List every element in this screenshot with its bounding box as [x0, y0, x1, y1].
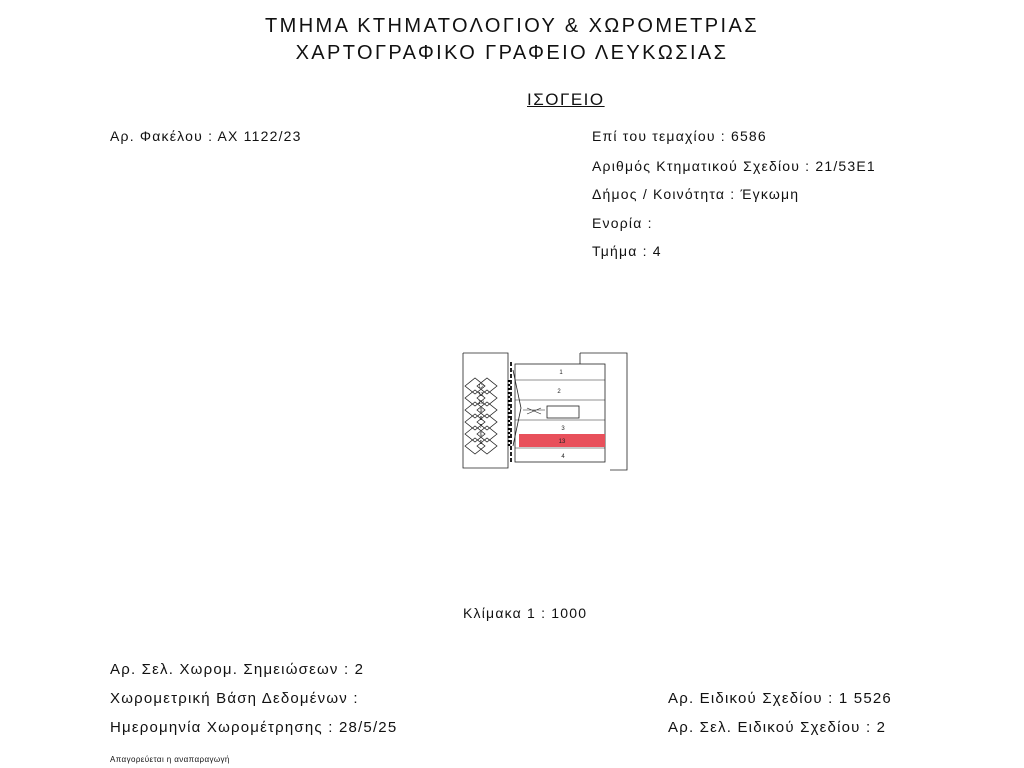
side-label: 6 [479, 432, 483, 438]
unit-label: 1 [559, 370, 563, 376]
map-sheet: Αριθμός Κτηματικού Σχεδίου : 21/53Ε1 [592, 158, 876, 174]
side-label: 12 [478, 384, 484, 390]
office-title: ΧΑΡΤΟΓΡΑΦΙΚΟ ΓΡΑΦΕΙΟ ΛΕΥΚΩΣΙΑΣ [295, 42, 729, 64]
survey-date: Ημερομηνία Χωρομέτρησης : 28/5/25 [110, 719, 398, 736]
side-label: 11 [478, 392, 484, 398]
special-plan-sheet: Αρ. Σελ. Ειδικού Σχεδίου : 2 [668, 719, 887, 736]
municipality: Δήμος / Κοινότητα : Έγκωμη [592, 186, 800, 202]
survey-database: Χωρομετρική Βάση Δεδομένων : [110, 690, 359, 707]
copyright-notice: Απαγορεύεται η αναπαραγωγή [110, 755, 230, 764]
floor-title: ΙΣΟΓΕΙΟ [527, 90, 605, 109]
side-label: 8 [479, 416, 483, 422]
scale-label: Κλίμακα 1 : 1000 [463, 605, 588, 621]
block: Τμήμα : 4 [592, 243, 662, 259]
notes-sheet-number: Αρ. Σελ. Χωρομ. Σημειώσεων : 2 [110, 661, 365, 678]
side-label: 10 [478, 400, 484, 406]
special-plan-number: Αρ. Ειδικού Σχεδίου : 1 5526 [668, 690, 892, 707]
side-label: 5 [479, 440, 483, 446]
side-label: 7 [479, 424, 483, 430]
parish: Ενορία : [592, 215, 653, 231]
unit-label: 2 [557, 389, 561, 395]
file-number: Αρ. Φακέλου : ΑΧ 1122/23 [110, 128, 302, 144]
side-label: 9 [479, 408, 483, 414]
floor-plan-drawing [455, 350, 635, 475]
unit-label: 3 [561, 426, 565, 432]
department-title: ΤΜΗΜΑ ΚΤΗΜΑΤΟΛΟΓΙΟΥ & ΧΩΡΟΜΕΤΡΙΑΣ [265, 15, 759, 37]
unit-label-highlighted: 13 [558, 439, 566, 445]
plot-number: Επί του τεμαχίου : 6586 [592, 128, 767, 144]
unit-label: 4 [561, 454, 565, 460]
